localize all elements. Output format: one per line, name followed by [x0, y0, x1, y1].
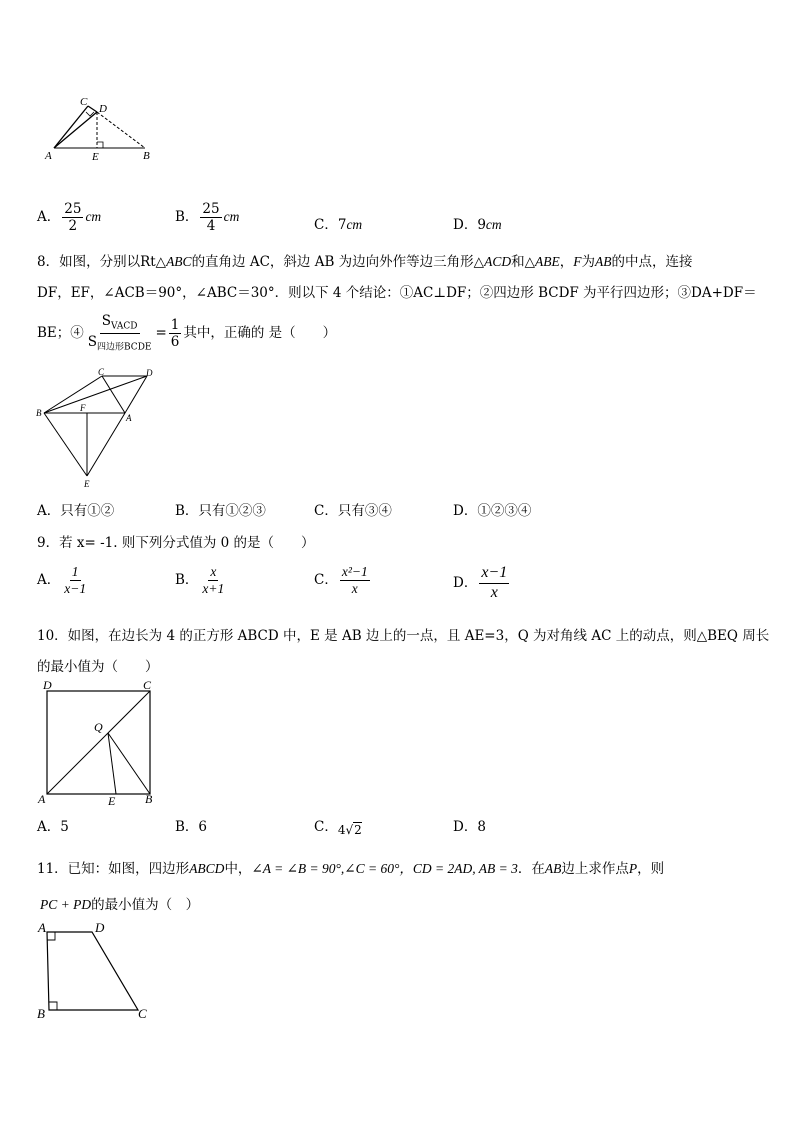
fig10-label-a: A	[38, 792, 46, 806]
q8-stem-line3: BE；④ $\frac{S_{VACD}}{S_{四边形BCDE}}$ = $\frac{1}{6}$ 其中，正确的 是（ ）	[37, 313, 337, 353]
q8-option-d[interactable]: D．①②③④	[453, 503, 532, 519]
fig10-label-q: Q	[94, 720, 103, 734]
q9-stem: 9．若 x= -1. 则下列分式值为 0 的是（ ）	[37, 535, 315, 551]
fig7-label-b: B	[143, 150, 150, 162]
fig8-label-c: C	[98, 367, 105, 377]
q10-stem-line2: 的最小值为（ ）	[37, 659, 159, 675]
fig8-label-e: E	[84, 479, 90, 489]
fig10-label-d: D	[43, 678, 52, 692]
fig10-label-b: B	[145, 792, 153, 806]
figure-q11-trapezoid	[34, 918, 159, 1028]
q9-option-c[interactable]: C． $\frac{\text{x²−1}}{x}$	[314, 564, 368, 597]
fig8-label-d: D	[146, 368, 153, 378]
q10-stem-line1: 10．如图，在边长为 4 的正方形 ABCD 中，E 是 AB 边上的一点，且 AE=3，Q 为对角线 AC 上的动点，则△BEQ 周长	[37, 628, 770, 644]
q7-option-b[interactable]: B． $\frac{25}{4}$ cm	[175, 201, 240, 235]
fig11-label-a: A	[38, 920, 46, 935]
q8-option-b[interactable]: B．只有①②③	[175, 503, 266, 519]
q8-option-c[interactable]: C．只有③④	[314, 503, 392, 519]
fig7-label-c: C	[80, 96, 88, 108]
q10-option-d[interactable]: D．8	[453, 819, 486, 835]
q8-stem-line1: 8．如图，分别以Rt△ABC的直角边 AC，斜边 AB 为边向外作等边三角形△ACD和△ABE，F为AB的中点，连接	[37, 254, 693, 270]
fig7-label-e: E	[92, 151, 99, 163]
q11-stem-line1: 11．已知：如图，四边形ABCD中，∠A = ∠B = 90°,∠C = 60°，CD = 2AD, AB = 3．在AB边上求作点P，则	[37, 861, 665, 877]
fig8-label-a: A	[126, 413, 132, 423]
fig10-label-c: C	[143, 678, 152, 692]
q7-option-d[interactable]: D．9cm	[453, 217, 502, 233]
figure-q10-square	[36, 676, 161, 806]
figure-q8-triangles	[32, 366, 162, 491]
q7-option-a[interactable]: A． $\frac{25}{2}$ cm	[37, 201, 102, 235]
q9-option-a[interactable]: A． $\frac{1}{x-1}$	[37, 564, 87, 597]
fig10-label-e: E	[108, 794, 116, 806]
figure-q7-triangle	[40, 92, 165, 167]
fig8-label-b: B	[36, 408, 42, 418]
q10-option-b[interactable]: B．6	[175, 819, 208, 835]
q8-option-a[interactable]: A．只有①②	[37, 503, 115, 519]
q10-option-c[interactable]: C．4√2	[314, 819, 362, 837]
fig7-label-d: D	[99, 103, 107, 115]
q7-option-c[interactable]: C．7cm	[314, 217, 363, 233]
fig11-label-d: D	[95, 920, 105, 935]
fig11-label-c: C	[138, 1006, 147, 1021]
fig11-label-b: B	[37, 1006, 45, 1021]
fig8-label-f: F	[80, 403, 86, 413]
q8-stem-line2: DF，EF，∠ACB＝90°，∠ABC＝30°．则以下 4 个结论：①AC⊥DF；②四边形 BCDF 为平行四边形；③DA+DF＝	[37, 285, 757, 301]
q9-option-d[interactable]: D． $\frac{x-1}{x}$	[453, 564, 508, 601]
q9-option-b[interactable]: B． $\frac{x}{x+1}$	[175, 564, 225, 597]
q11-stem-line2: PC + PD的最小值为（ ）	[40, 897, 200, 913]
fig7-label-a: A	[45, 150, 52, 162]
q10-option-a[interactable]: A．5	[37, 819, 69, 835]
